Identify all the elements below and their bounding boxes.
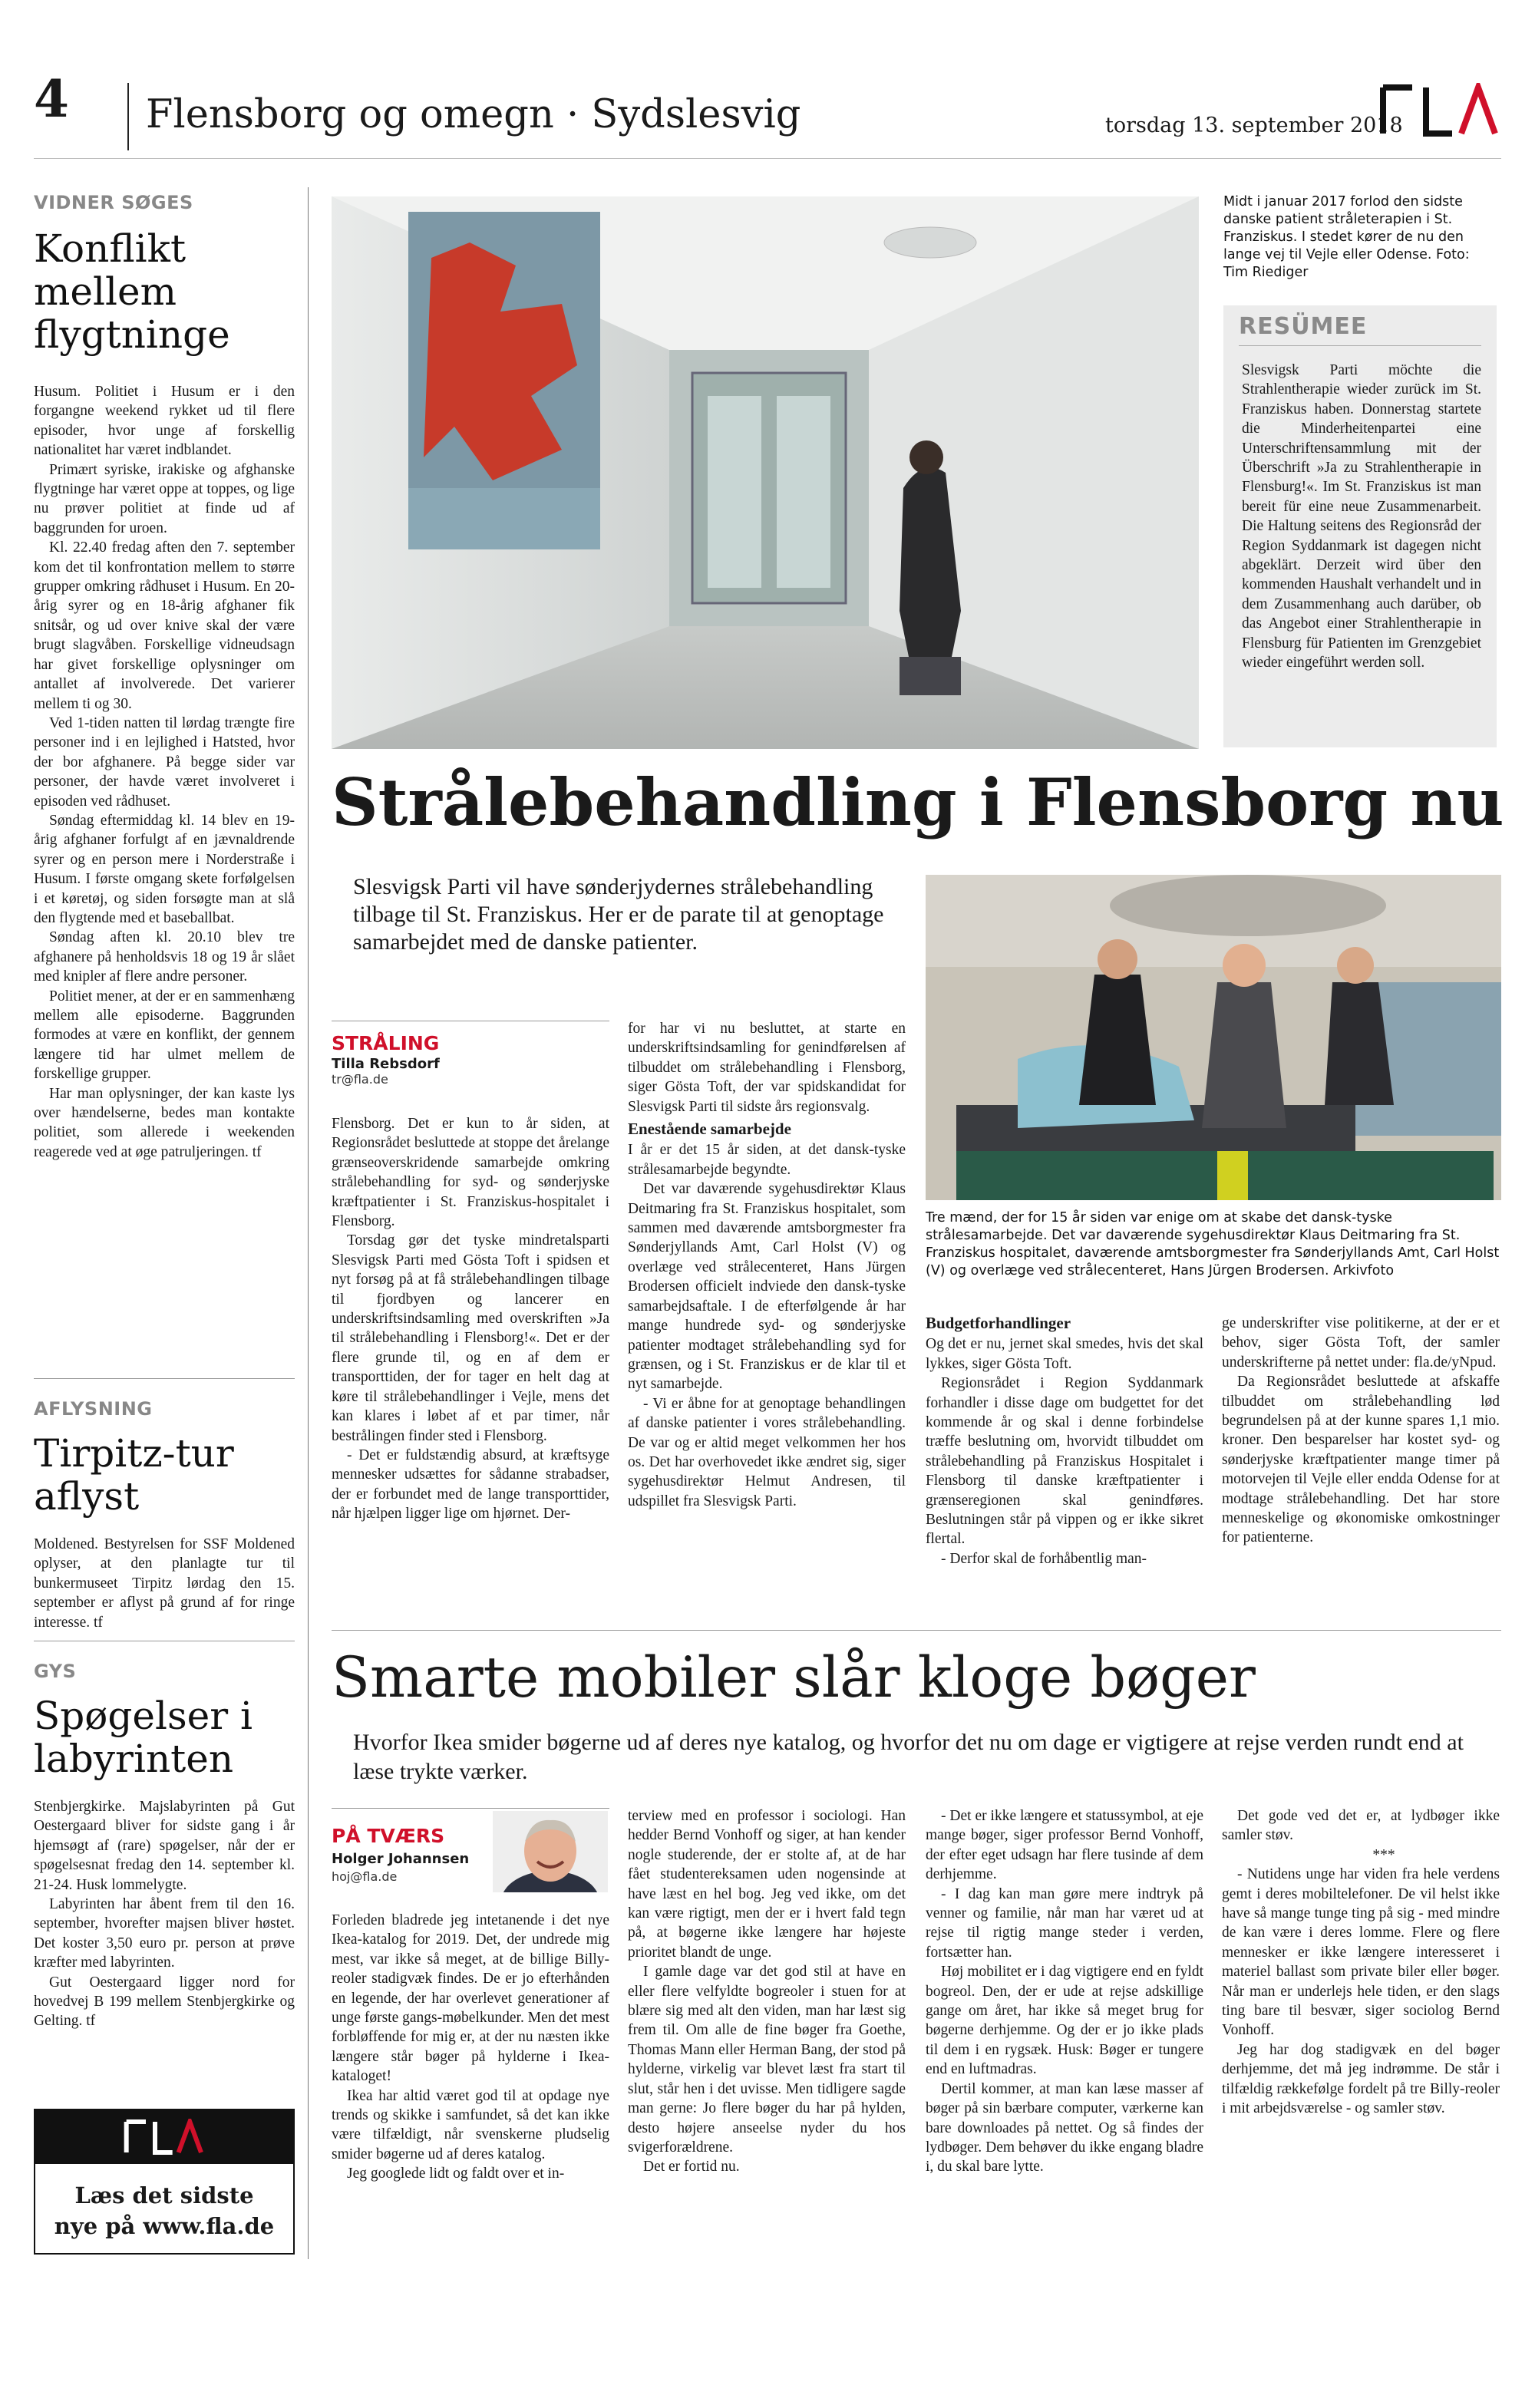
paragraph: ge underskrifter vise politikerne, at der er et behov, siger Gösta Toft, der samler underskrifterne på nettet under: fla.de/yNpud. (1222, 1315, 1500, 1371)
story-headline: Konflikt mellem flygtninge (34, 226, 230, 357)
three-men-photo (926, 875, 1501, 1200)
lead-deck: Slesvigsk Parti vil have sønderjydernes strålebehandling tilbage til St. Franziskus. Her er de parate til at genoptage samarbejdet med de danske patienter. (353, 874, 884, 955)
byline-name: Holger Johannsen (332, 1851, 470, 1867)
paragraph: Kl. 22.40 fredag aften den 7. september kom det til konfrontation mellem to større grupper omkring rådhuset i Husum. En 20-årig syrer og en 18-årig afghaner fik snitsår, og ud over knive skal der være brugt slagvåben. Forskellige vidneudsagn har givet forskellige oplysninger om antallet af involverede. Det varierer mellem ti og 30. (34, 539, 295, 712)
sidebar-story-tirpitz (34, 1398, 295, 1632)
section-title: Flensborg og omegn · Sydslesvig (146, 92, 801, 137)
paragraph: Jeg har dog stadigvæk en del bøger derhjemme, det må jeg indrømme. De står i tilfældig rækkefølge fordelt på tre Billy-reoler i mit arbejdsværelse - og samler støv. (1222, 2041, 1500, 2117)
resumee-title: RESÜMEE (1239, 313, 1368, 340)
paragraph: for har vi nu besluttet, at starte en underskriftsindsamling for genindførelsen af tilbuddet om strålebehandling i Flensborg, siger Gösta Toft, der var spidskandidat for Slesvigsk Parti til sidste års regionsvalg. (628, 1021, 906, 1115)
second-deck: Hvorfor Ikea smider bøgerne ud af deres nye katalog, og hvorfor det nu om dage er vigtigere at rejse verden rundt end at læse trykte værker. (353, 1730, 1464, 1784)
story-body (34, 1797, 295, 2031)
paragraph: Politiet mener, at der er en sammenhæng mellem alle episoderne. Baggrunden formodes at være en konflikt, der gennem længere tid har ulmet mellem de forskellige grupper. (34, 988, 295, 1083)
paragraph: Primært syriske, irakiske og afghanske flygtninge har været oppe at toppes, og lige nu prøver politiet at finde ud af baggrunden for uroen. (34, 461, 295, 536)
paragraph: Forleden bladrede jeg intetanende i det nye Ikea-katalog for 2019. Det, der undrede mig mest, var ikke så meget, at de billige Billy-reoler stadigvæk findes. De er jo efterhånden en legende, der har overlevet generationer af unge første gangs-møbelkunder. Men det mest forbløffende for mig er, at der nu næsten ikke længere står bøger på hylderne i Ikea-kataloget! (332, 1912, 609, 2085)
paragraph: - Vi er åbne for at genoptage behandlingen af danske patienter i vores strålebehandling. De var og er altid meget velkommen her hos os. Det har overhovedet ikke ændret sig, siger sygehusdirektør Helmut Andresen, til udspillet fra Slesvigsk Parti. (628, 1395, 906, 1509)
paragraph: Søndag eftermiddag kl. 14 blev en 19-årig afghaner forfulgt af en jævnaldrende syrer og en person mere i Norderstraße i Husum. I første omgang skete forfølgelsen i et køretøj, og siden forsøgte man at slå den flygtende med et baseballbat. (34, 812, 295, 926)
header-divider (127, 83, 129, 150)
story-kicker: AFLYSNING (34, 1398, 153, 1420)
story-headline: Tirpitz-tur aflyst (34, 1431, 234, 1519)
byline-email[interactable]: hoj@fla.de (332, 1869, 398, 1884)
corridor-photo-caption: Midt i januar 2017 forlod den sidste danske patient stråleterapien i St. Franziskus. I stedet kører de nu den lange vej til Vejle eller Odense. Foto: Tim Riediger (1223, 194, 1470, 280)
second-column-2 (628, 1806, 906, 2177)
second-column-4 (1222, 1806, 1500, 2119)
subheading: Budgetforhandlinger (926, 1314, 1071, 1332)
byline-rule (332, 1808, 609, 1809)
sidebar-story-conflict (34, 192, 295, 1162)
fla-logo-icon (122, 2119, 206, 2156)
paragraph: Jeg googlede lidt og faldt over et in- (347, 2166, 565, 2182)
lead-column-1 (332, 1114, 609, 1524)
author-portrait (493, 1811, 608, 1892)
byline-kicker: PÅ TVÆRS (332, 1825, 445, 1847)
fla-ad-box[interactable] (34, 2109, 295, 2255)
byline-name: Tilla Rebsdorf (332, 1056, 440, 1072)
second-column-3 (926, 1806, 1203, 2177)
story-kicker: GYS (34, 1661, 77, 1682)
paragraph: - Derfor skal de forhåbentlig man- (941, 1550, 1147, 1567)
paragraph: Moldened. Bestyrelsen for SSF Moldened oplyser, at den planlagte tur til bunkermuseet Tirpitz lørdag den 15. september er aflyst på grund af for ringe interesse. tf (34, 1536, 295, 1631)
page-number: 4 (34, 69, 69, 129)
paragraph: I gamle dage var det god stil at have en eller flere velfyldte bogreoler i stuen for at blære sig med alt den viden, man har læst sig frem til. Om alle de fine bøger fra Goethe, Thomas Mann eller Herman Bang, der stod på hylderne, virkelig var blevet læst fra start til slut, står hen i det uvisse. Men tidligere sagde man gerne: Jo flere bøger du har på hylden, desto højere anseelse nyder du hos svigerforældrene. (628, 1964, 906, 2156)
sidebar-divider (308, 187, 309, 2259)
three-men-photo-caption: Tre mænd, der for 15 år siden var enige om at skabe det dansk-tyske strålesamarbejde. Det var daværende sygehusdirektør Klaus Deitmaring fra St. Franziskus hospitalet, daværende amtsborgmester fra Sønderjyllands Amt, Carl Holst (V) og overlæge ved strålecenteret, Hans Jürgen Brodersen. Arkivfoto (926, 1210, 1500, 1278)
byline-kicker: STRÅLING (332, 1032, 440, 1054)
ad-logo-banner (35, 2110, 293, 2164)
paragraph: Husum. Politiet i Husum er i den forgangne weekend rykket ud til flere episoder, hvor unge af forskellig nationalitet har været indblandet. (34, 384, 295, 459)
paragraph: Har man oplysninger, der kan kaste lys over hændelserne, bedes man kontakte politiet, som allerede i weekenden reagerede ved at øge patruljeringen. tf (34, 1085, 295, 1160)
story-body (34, 382, 295, 1162)
lead-column-2 (628, 1019, 906, 1511)
resumee-text: Slesvigsk Parti möchte die Strahlentherapie wieder zurück im St. Franziskus haben. Donnerstag startete die Minderheitenpartei eine Unterschriftensammlung mit der Überschrift »Ja zu Strahlentherapie in Flensburg!«. Im St. Franziskus ist man bereit für eine neue Zusammenarbeit. Die Haltung seitens des Regionsråd der Region Syddanmark ist dagegen nicht abgeklärt. Derzeit wird über den kommenden Haushalt verhandelt und in dem Zusammenhang auch darüber, ob das Angebot einer Strahlentherapie in Flensburg für Patienten im Grenzgebiet wieder eingeführt werden soll. (1242, 362, 1481, 671)
section-separator: *** (1372, 1846, 1395, 1863)
lead-byline (332, 1021, 608, 1087)
byline-email[interactable]: tr@fla.de (332, 1072, 388, 1087)
paragraph: - I dag kan man gøre mere indtryk på venner og familie, når man har været ud at rejse til rigtig mange steder i verden, fortsætter han. (926, 1885, 1203, 1961)
second-column-1 (332, 1911, 609, 2184)
corridor-photo (332, 196, 1199, 749)
paragraph: Stenbjergkirke. Majslabyrinten på Gut Oestergaard bliver for sidste gang i år hjemsøgt af (rare) spøgelser, når der er spøgelsesnat fredag den 14. september kl. 21-24. Husk lommelygte. (34, 1799, 295, 1893)
fla-logo (1378, 83, 1501, 138)
paragraph: - Det er fuldstændig absurd, at kræftsyge mennesker udsættes for sådanne strabadser, der er forbundet med de lange transporttider, når hjælpen ligger lige om hjørnet. Der- (332, 1446, 609, 1522)
subheading: Enestående samarbejde (628, 1120, 791, 1139)
paragraph: Ved 1-tiden natten til lørdag trængte fire personer ind i en lejlighed i Hatsted, hvor der bor afghanere. På begge sider var personer, der havde været involveret i episoden ved rådhuset. (34, 714, 295, 810)
paragraph: Dertil kommer, at man kan læse masser af bøger på sin bærbare computer, værkerne kan bare downloades på nettet. Og så findes der lydbøger. Dem behøver du ikke engang bladre i, du skal bare lytte. (926, 2080, 1203, 2175)
paragraph: Det gode ved det er, at lydbøger ikke samler støv. (1222, 1808, 1500, 1844)
paragraph: Og det er nu, jernet skal smedes, hvis det skal lykkes, siger Gösta Toft. (926, 1336, 1203, 1372)
paragraph: Gut Oestergaard ligger nord for hovedvej B 199 mellem Stenbjergkirke og Gelting. tf (34, 1974, 295, 2030)
sidebar-story-ghosts (34, 1661, 295, 2031)
header-rule (34, 158, 1501, 159)
paragraph: Søndag aften kl. 20.10 blev tre afghanere på henholdsvis 18 og 19 år slået med knipler af flere andre personer. (34, 929, 295, 985)
paragraph: I år er det 15 år siden, at det dansk-tyske strålesamarbejde begyndte. (628, 1142, 906, 1178)
paragraph: Labyrinten har åbent frem til den 16. september, hvorefter majsen bliver høstet. Det koster 3,50 euro pr. person at prøve kræfter med labyrinten. (34, 1896, 295, 1971)
paragraph: Da Regionsrådet besluttede at afskaffe tilbuddet om strålebehandling lød begrundelsen på at der kunne spares 1,1 mio. kroner. Den besparelser har kostet syd- og sønderjyske kræftpatienter mange timer på motorvejen til Vejle eller endda Odense for at modtage strålebehandling. Det har store menneskelige og økonomiske omkostninger for patienterne. (1222, 1374, 1500, 1546)
second-headline: Smarte mobiler slår kloge bøger (332, 1645, 1256, 1710)
paragraph: Flensborg. Det er kun to år siden, at Regionsrådet besluttede at stoppe det årelange grænseoverskridende samarbejde omkring strålebehandling for syd- og sønderjyske kræftpatienter i St. Franziskus-hospitalet i Flensborg. (332, 1116, 609, 1230)
resumee-rule (1239, 345, 1481, 346)
paragraph: Regionsrådet i Region Syddanmark forhandler i disse dage om budgettet for det kommende år og skal i denne forbindelse træffe beslutning om, hvorvidt tilbuddet om strålebehandling på Franziskus Hospitalet i Flensborg til danske kræftpatienter i grænseregionen skal genindføres. Beslutningen står på vippen og er ikke sikret flertal. (926, 1375, 1203, 1548)
paragraph: Det er fortid nu. (643, 2159, 740, 2175)
paragraph: Ikea har altid været god til at opdage nye trends og skikke i samfundet, så det kan ikke være tilfældigt, når svenskerne pludselig smider bøgerne ud af deres katalog. (332, 2087, 609, 2162)
sidebar-rule (34, 1378, 295, 1379)
ad-line1: Læs det sidste (74, 2182, 254, 2208)
story-body (34, 1535, 295, 1632)
ad-line2: nye på www.fla.de (54, 2213, 275, 2239)
paragraph: - Nutidens unge har viden fra hele verdens gemt i deres mobiltelefoner. De vil helst ikke have så mange tunge ting på sig - med mindre de kan være i deres lomme. Flere og flere mennesker er ikke længere interesseret i materiel ballast som private biler eller bøger. Når man er underlejs hele tiden, er den slags ting bare til besvær, siger sociolog Bernd Vonhoff. (1222, 1866, 1500, 2039)
paragraph: Det var daværende sygehusdirektør Klaus Deitmaring fra St. Franziskus hospitalet, som sammen med daværende amtsborgmester fra Sønderjyllands Amt, Carl Holst (V) og overlæge ved strålecenteret, Hans Jürgen Brodersen officielt indviede den dansk-tyske samarbejdsaftale. I de efterfølgende år har mange hundrede syd- og sønderjyske patienter modtaget strålebehandling syd for grænsen, og i St. Franziskus er de klar til et nyt samarbejde. (628, 1181, 906, 1393)
lead-headline: Strålebehandling i Flensborg nu (332, 764, 1504, 840)
paragraph: Høj mobilitet er i dag vigtigere end en fyldt bogreol. Den, der er ude at rejse adskillige gange om året, har ikke så meget brug for bøgerne derhjemme. Og der er jo ikke plads til dem i en rygsæk. Husk: Bøger er tungere end en luftmadras. (926, 1964, 1203, 2078)
story-headline: Spøgelser i labyrinten (34, 1694, 253, 1781)
issue-date: torsdag 13. september 2018 (1105, 114, 1403, 137)
paragraph: terview med en professor i sociologi. Han hedder Bernd Vonhoff og siger, at han kender nogle studerende, der er stolte af, at de har fået studentereksamen uden nogensinde at have læst en hel bog. Jeg ved ikke, om det kan være rigtigt, men der er i hvert fald tegn på, at bøgerne ikke længere har højeste prioritet blandt de unge. (628, 1808, 906, 1961)
paragraph: - Det er ikke længere et statussymbol, at eje mange bøger, siger professor Bernd Vonhoff, der efter eget udsagn har flere tusinde af dem derhjemme. (926, 1808, 1203, 1883)
second-byline (332, 1808, 609, 1892)
lead-column-3 (926, 1311, 1203, 1568)
story-kicker: VIDNER SØGES (34, 192, 193, 213)
lead-column-4 (1222, 1314, 1500, 1548)
paragraph: Torsdag gør det tyske mindretalsparti Slesvigsk Parti med Gösta Toft i spidsen et nyt forsøg på at få strålebehandlingen tilbage til fjordbyen og lancerer en underskriftsindsamling med overskriften »Ja til strålebehandling i Flensborg!«. Det er der flere grunde til, og en af dem er transporttiden, der for tager en helt dag at køre til strålebehandlinger i Vejle, mens det kan klares i løbet af et par timer, når bestrålingen finder sted i Flensborg. (332, 1232, 609, 1444)
resumee-box (1223, 305, 1497, 747)
section-divider (332, 1630, 1501, 1631)
